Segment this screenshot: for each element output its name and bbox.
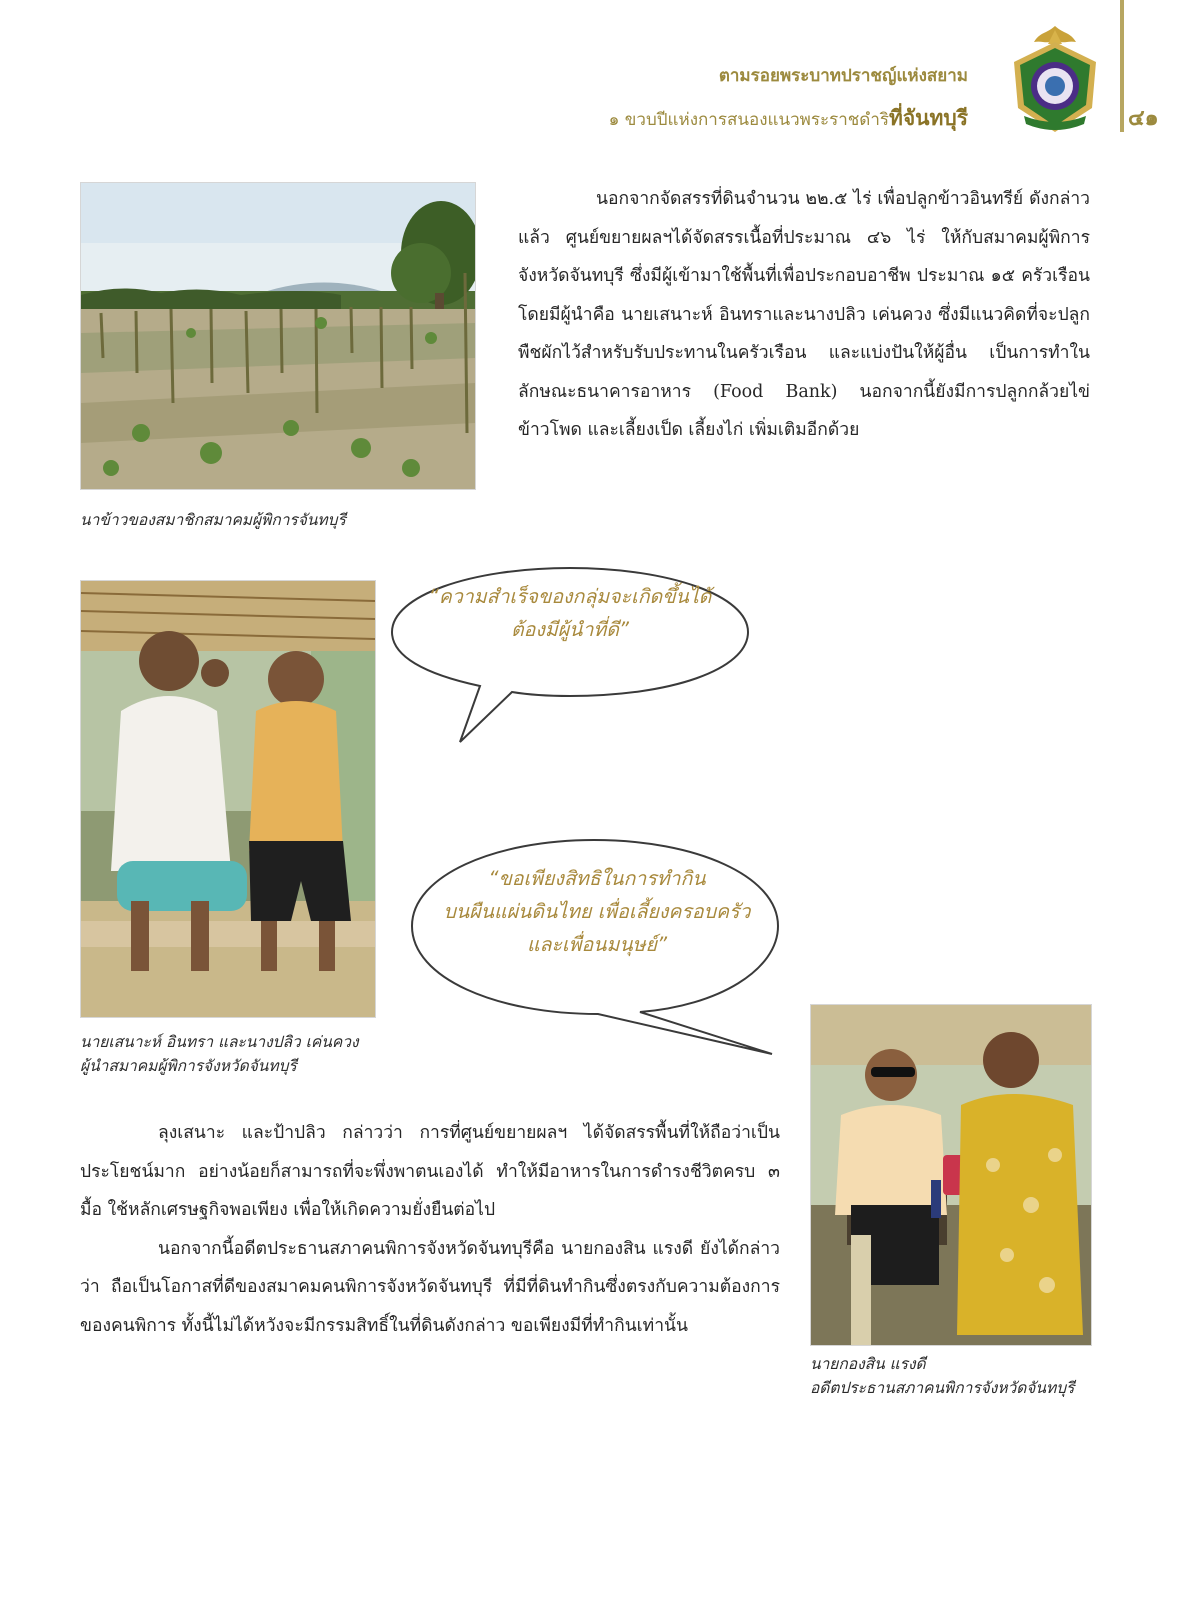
quote-2-line2: บนผืนแผ่นดินไทย เพื่อเลี้ยงครอบครัว [443,900,751,923]
couple-caption-line1: นายเสนาะห์ อินทรา และนางปลิว เค่นควง [80,1033,359,1051]
official-caption-line1: นายกองสิน แรงดี [810,1355,926,1373]
header-title-highlight: ที่จันทบุรี [889,106,968,130]
paragraph-group-lower [80,1114,780,1345]
header-title-prefix: ๑ ขวบปีแห่งการสนองแนวพระราชดำริ [608,110,890,130]
page-number: ๔๑ [1128,106,1159,131]
header-divider [1120,0,1124,132]
rice-field-photo [80,182,476,490]
quote-2 [412,862,782,961]
header-title-line2 [609,102,968,135]
couple-photo-caption [80,1030,400,1078]
quote-2-line3: และเพื่อนมนุษย์” [526,933,668,956]
official-photo-caption [810,1352,1110,1400]
couple-photo [80,580,376,1018]
couple-caption-line2: ผู้นำสมาคมผู้พิการจังหวัดจันทบุรี [80,1057,297,1075]
quote-1-line1: “ความสำเร็จของกลุ่มจะเกิดขึ้นได้ [428,585,712,608]
quote-1 [395,580,745,646]
quote-2-line1: “ขอเพียงสิทธิในการทำกิน [488,867,706,890]
official-caption-line2: อดีตประธานสภาคนพิการจังหวัดจันทบุรี [810,1379,1075,1397]
paragraph-2: ลุงเสนาะ และป้าปลิว กล่าวว่า การที่ศูนย์ขยายผลฯ ได้จัดสรรพื้นที่ให้ถือว่าเป็นประโยชน์มาก อย่างน้อยก็สามารถที่จะพึ่งพาตนเองได้ ทำให้มีอาหารในการดำรงชีวิตครบ ๓ มื้อ ใช้หลักเศรษฐกิจพอเพียง เพื่อให้เกิดความยั่งยืนต่อไป [80,1123,780,1220]
quote-1-line2: ต้องมีผู้นำที่ดี” [510,618,630,641]
organization-emblem-logo [1006,24,1104,136]
paragraph-3: นอกจากนี้อดีตประธานสภาคนพิการจังหวัดจันทบุรีคือ นายกองสิน แรงดี ยังได้กล่าวว่า ถือเป็นโอกาสที่ดีของสมาคมคนพิการจังหวัดจันทบุรี ที่มีที่ดินทำกินซึ่งตรงกับความต้องการของคนพิการ ทั้งนี้ไม่ได้หวังจะมีกรรมสิทธิ์ในที่ดินดังกล่าว ขอเพียงมีที่ทำกินเท่านั้น [80,1238,780,1336]
field-photo-caption: นาข้าวของสมาชิกสมาคมผู้พิการจันทบุรี [80,511,346,529]
official-photo [810,1004,1092,1346]
header-title-line1: ตามรอยพระบาทปราชญ์แห่งสยาม [718,66,968,86]
paragraph-1: นอกจากจัดสรรที่ดินจำนวน ๒๒.๕ ไร่ เพื่อปลูกข้าวอินทรีย์ ดังกล่าวแล้ว ศูนย์ขยายผลฯได้จัดสรรเนื้อที่ประมาณ ๔๖ ไร่ ให้กับสมาคมผู้พิการจังหวัดจันทบุรี ซึ่งมีผู้เข้ามาใช้พื้นที่เพื่อประกอบอาชีพ ประมาณ ๑๕ ครัวเรือน โดยมีผู้นำคือ นายเสนาะห์ อินทราและนางปลิว เค่นควง ซึ่งมีแนวคิดที่จะปลูกพืชผักไว้สำหรับรับประทานในครัวเรือน และแบ่งปันให้ผู้อื่น เป็นการทำในลักษณะธนาคารอาหาร (Food Bank) นอกจากนี้ยังมีการปลูกกล้วยไข่ ข้าวโพด และเลี้ยงเป็ด เลี้ยงไก่ เพิ่มเติมอีกด้วย [518,189,1090,440]
